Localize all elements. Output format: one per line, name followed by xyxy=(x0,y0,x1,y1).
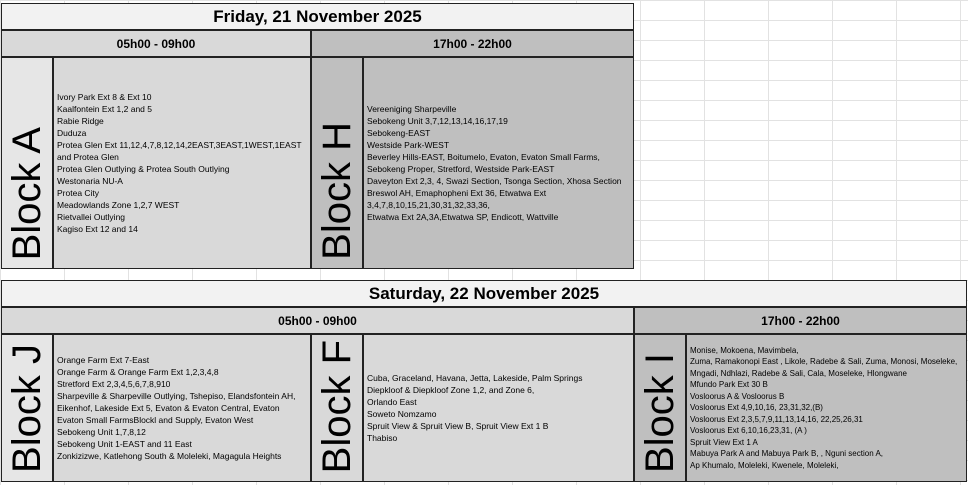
area-item: Protea Glen Ext 11,12,4,7,8,12,14,2EAST,3EAST,1WEST,1EAST and Protea Glen xyxy=(57,140,302,162)
block-label-f xyxy=(311,334,363,482)
slot-label: 17h00 - 22h00 xyxy=(433,36,512,51)
area-item: Etwatwa Ext 2A,3A,Etwatwa SP, Endicott, Wattville xyxy=(367,212,559,222)
area-item: Thabiso xyxy=(367,433,398,443)
area-item: Ivory Park Ext 8 & Ext 10 xyxy=(57,92,152,102)
area-item: Cuba, Graceland, Havana, Jetta, Lakeside, Palm Springs xyxy=(367,373,583,383)
area-item: Sebokeng Unit 1-EAST and 11 East xyxy=(57,439,192,449)
block-label-i xyxy=(634,334,686,482)
block-label-j xyxy=(1,334,53,482)
area-item: Soweto Nomzamo xyxy=(367,409,437,419)
block-label-a xyxy=(1,57,53,269)
area-item: Vosloorus A & Vosloorus B xyxy=(690,391,785,401)
block-areas-h xyxy=(363,57,634,269)
area-item: Zonkizizwe, Katlehong South & Moleleki, Magagula Heights xyxy=(57,451,282,461)
area-item: Zuma, Ramakonopi East , Likole, Radebe & Sali, Zuma, Monosi, Moseleke, Mngadi, Ndhlazi, Radebe & Sali, Cala, Moseleke, Hlongwane xyxy=(690,357,958,378)
area-item: Kagiso Ext 12 and 14 xyxy=(57,224,138,234)
area-item: Westonaria NU-A xyxy=(57,176,123,186)
block-name: Block F xyxy=(315,339,359,473)
day-header-saturday xyxy=(1,280,967,307)
block-areas-i xyxy=(686,334,967,482)
area-item: Westside Park-WEST xyxy=(367,140,450,150)
block-areas-j xyxy=(53,334,311,482)
block-areas-a xyxy=(53,57,311,269)
area-item: Beverley Hills-EAST, Boitumelo, Evaton, Evaton Small Farms, Sebokeng Proper, Stretford, Westside Park-EAST xyxy=(367,152,600,174)
area-item: Spruit View & Spruit View B, Spruit View Ext 1 B xyxy=(367,421,549,431)
area-item: Orlando East xyxy=(367,397,417,407)
slot-header-morning xyxy=(1,307,634,334)
area-item: Sebokeng Unit 1,7,8,12 xyxy=(57,427,146,437)
area-item: Orange Farm & Orange Farm Ext 1,2,3,4,8 xyxy=(57,367,219,377)
day-title: Saturday, 22 November 2025 xyxy=(368,283,600,303)
slot-header-morning xyxy=(1,30,311,57)
area-item: Vosloorus Ext 2,3,5,7,9,11,13,14,16, 22,25,26,31 xyxy=(690,414,863,424)
block-name: Block A xyxy=(5,126,49,260)
slot-header-evening xyxy=(634,307,967,334)
area-item: Mfundo Park Ext 30 B xyxy=(690,380,768,390)
area-item: Mabuya Park A and Mabuya Park B, , Nguni section A, xyxy=(690,449,883,459)
area-item: Meadowlands Zone 1,2,7 WEST xyxy=(57,200,180,210)
area-item: Vereeniging Sharpeville xyxy=(367,104,457,114)
block-name: Block J xyxy=(5,344,49,473)
block-label-h xyxy=(311,57,363,269)
day-header-friday xyxy=(1,3,634,30)
area-item: Rabie Ridge xyxy=(57,116,104,126)
block-areas-f xyxy=(363,334,634,482)
block-name: Block I xyxy=(638,352,682,473)
slot-header-evening xyxy=(311,30,634,57)
area-item: Kaalfontein Ext 1,2 and 5 xyxy=(57,104,152,114)
day-title: Friday, 21 November 2025 xyxy=(213,6,422,26)
area-item: Orange Farm Ext 7-East xyxy=(57,355,150,365)
area-item: Rietvallei Outlying xyxy=(57,212,126,222)
slot-label: 05h00 - 09h00 xyxy=(116,36,196,51)
area-item: Sebokeng Unit 3,7,12,13,14,16,17,19 xyxy=(367,116,508,126)
area-item: Monise, Mokoena, Mavimbela, xyxy=(690,345,799,355)
area-item: Sharpeville & Sharpeville Outlying, Tshepiso, Elandsfontein AH, Eikenhof, Lakeside Ext 5, Evaton & Evaton Central, Evaton Evaton Small FarmsBlockl and Supply, Evaton West xyxy=(57,391,296,425)
area-item: Ap Khumalo, Moleleki, Kwenele, Moleleki, xyxy=(690,460,839,470)
area-item: Spruit View Ext 1 A xyxy=(690,437,758,447)
block-name: Block H xyxy=(315,122,359,260)
area-item: Daveyton Ext 2,3, 4, Swazi Section, Tsonga Section, Xhosa Section xyxy=(367,176,622,186)
slot-label: 17h00 - 22h00 xyxy=(761,313,840,328)
area-item: Vosloorus Ext 4,9,10,16, 23,31,32,(B) xyxy=(690,403,823,413)
area-item: Vosloorus Ext 6,10,16,23,31, (A ) xyxy=(690,426,807,436)
slot-label: 05h00 - 09h00 xyxy=(278,313,357,328)
area-item: Breswol AH, Emaphopheni Ext 36, Etwatwa Ext 3,4,7,8,10,15,21,30,31,32,33,36, xyxy=(367,188,547,210)
area-item: Duduza xyxy=(57,128,87,138)
area-item: Diepkloof & Diepkloof Zone 1,2, and Zone 6, xyxy=(367,385,535,395)
area-item: Protea City xyxy=(57,188,100,198)
area-item: Sebokeng-EAST xyxy=(367,128,431,138)
area-item: Stretford Ext 2,3,4,5,6,7,8,910 xyxy=(57,379,171,389)
area-item: Protea Glen Outlying & Protea South Outlying xyxy=(57,164,230,174)
